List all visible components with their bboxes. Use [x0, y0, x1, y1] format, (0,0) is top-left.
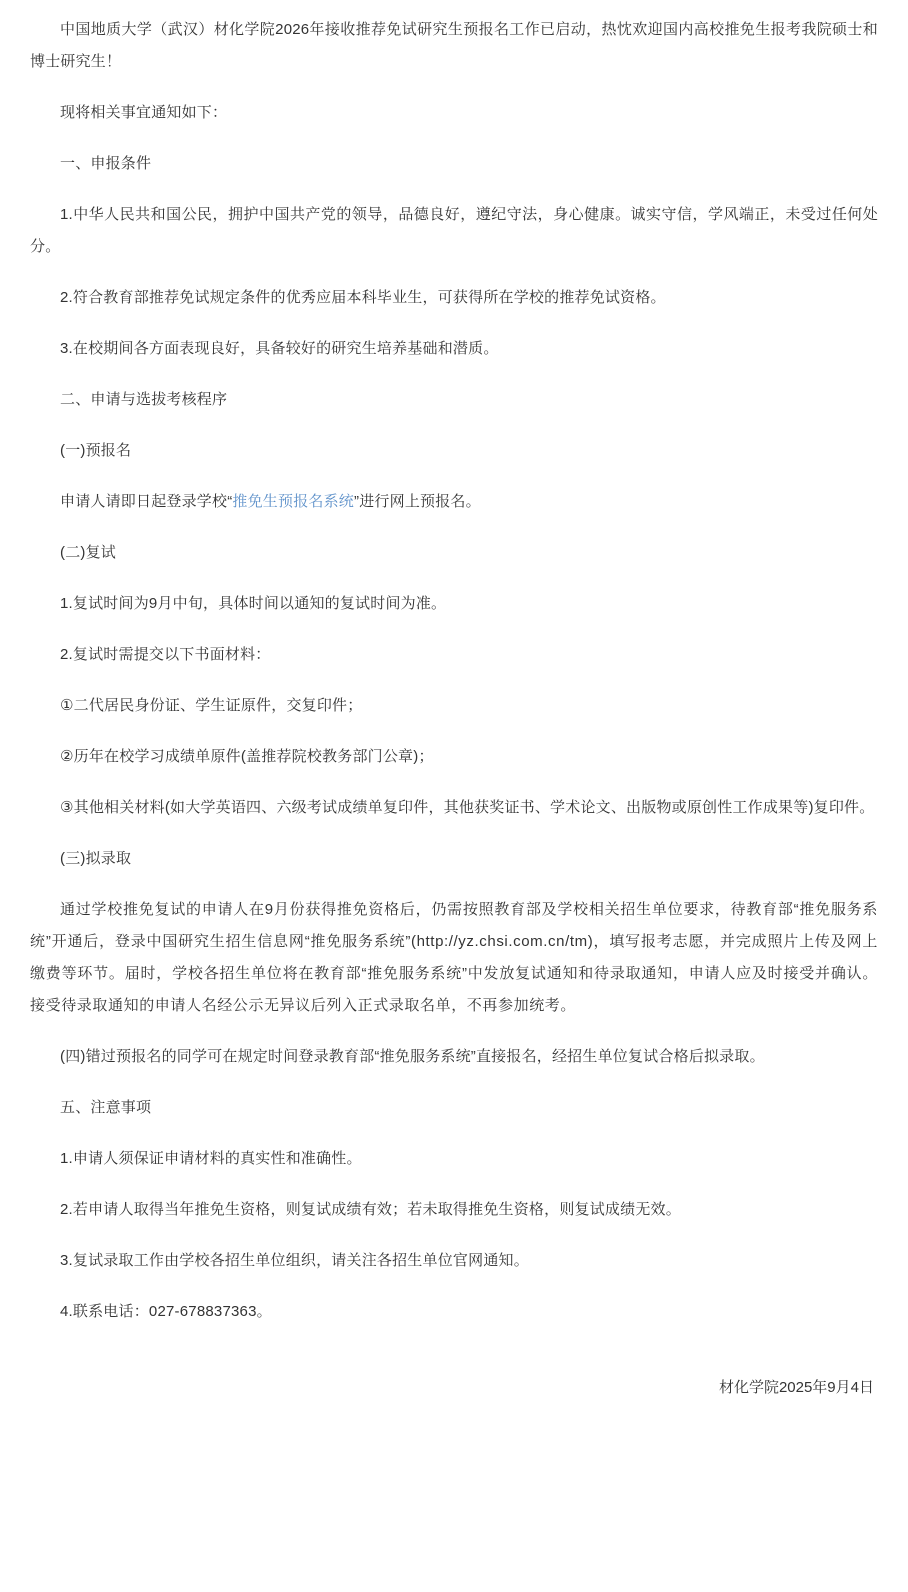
section-2-sub-2-title: (二)复试 [60, 544, 116, 561]
quote-close: ” [354, 493, 360, 510]
material-item-1: ①二代居民身份证、学生证原件，交复印件； [60, 697, 363, 714]
section-5-item-1: 1.申请人须保证申请材料的真实性和准确性。 [60, 1150, 362, 1167]
section-1-item-2: 2.符合教育部推荐免试规定条件的优秀应届本科毕业生，可获得所在学校的推荐免试资格。 [60, 289, 666, 306]
section-2-sub-3-paragraph: 通过学校推免复试的申请人在9月份获得推免资格后，仍需按照教育部及学校相关招生单位要求，待教育部“推免服务系统”开通后，登录中国研究生招生信息网“推免服务系统”(http://yz.chsi.com.cn/tm)，填写报考志愿，并完成照片上传及网上缴费等环节。届时，学校各招生单位将在教育部“推免服务系统”中发放复试通知和待录取通知，申请人应及时接受并确认。接受待录取通知的申请人名经公示无异议后列入正式录取名单，不再参加统考。 [30, 901, 878, 1014]
notice-lead: 现将相关事宜通知如下： [60, 104, 228, 121]
section-5-title: 五、注意事项 [60, 1099, 152, 1116]
material-item-3: ③其他相关材料(如大学英语四、六级考试成绩单复印件，其他获奖证书、学术论文、出版物或原创性工作成果等)复印件。 [60, 799, 875, 816]
section-1-item-1: 1.中华人民共和国公民，拥护中国共产党的领导，品德良好，遵纪守法，身心健康。诚实守信，学风端正，未受过任何处分。 [30, 206, 878, 255]
section-5-item-2: 2.若申请人取得当年推免生资格，则复试成绩有效；若未取得推免生资格，则复试成绩无效。 [60, 1201, 681, 1218]
section-1-item-3: 3.在校期间各方面表现良好，具备较好的研究生培养基础和潜质。 [60, 340, 499, 357]
material-item-2: ②历年在校学习成绩单原件(盖推荐院校教务部门公章)； [60, 748, 434, 765]
signature-line: 材化学院2025年9月4日 [718, 1379, 874, 1396]
section-2-sub-1-title: (一)预报名 [60, 442, 132, 459]
section-1-title: 一、申报条件 [60, 155, 152, 172]
pre-registration-paragraph [30, 486, 878, 518]
section-2-sub-2-item-2: 2.复试时需提交以下书面材料： [60, 646, 271, 663]
pre-registration-text-after: 进行网上预报名。 [359, 493, 481, 510]
quote-open: “ [227, 493, 233, 510]
pre-registration-system-link[interactable]: 推免生预报名系统 [232, 493, 355, 510]
section-2-sub-3-title: (三)拟录取 [60, 850, 132, 867]
section-2-sub-2-item-1: 1.复试时间为9月中旬，具体时间以通知的复试时间为准。 [60, 595, 447, 612]
section-5-item-3: 3.复试录取工作由学校各招生单位组织，请关注各招生单位官网通知。 [60, 1252, 529, 1269]
section-5-item-4: 4.联系电话：027-678837363。 [60, 1303, 272, 1320]
pre-registration-text-before: 申请人请即日起登录学校 [60, 493, 228, 510]
section-2-title: 二、申请与选拔考核程序 [60, 391, 228, 408]
intro-paragraph: 中国地质大学（武汉）材化学院2026年接收推荐免试研究生预报名工作已启动，热忱欢迎国内高校推免生报考我院硕士和博士研究生！ [30, 21, 878, 70]
section-2-sub-4-paragraph: (四)错过预报名的同学可在规定时间登录教育部“推免服务系统”直接报名，经招生单位复试合格后拟录取。 [60, 1048, 765, 1065]
